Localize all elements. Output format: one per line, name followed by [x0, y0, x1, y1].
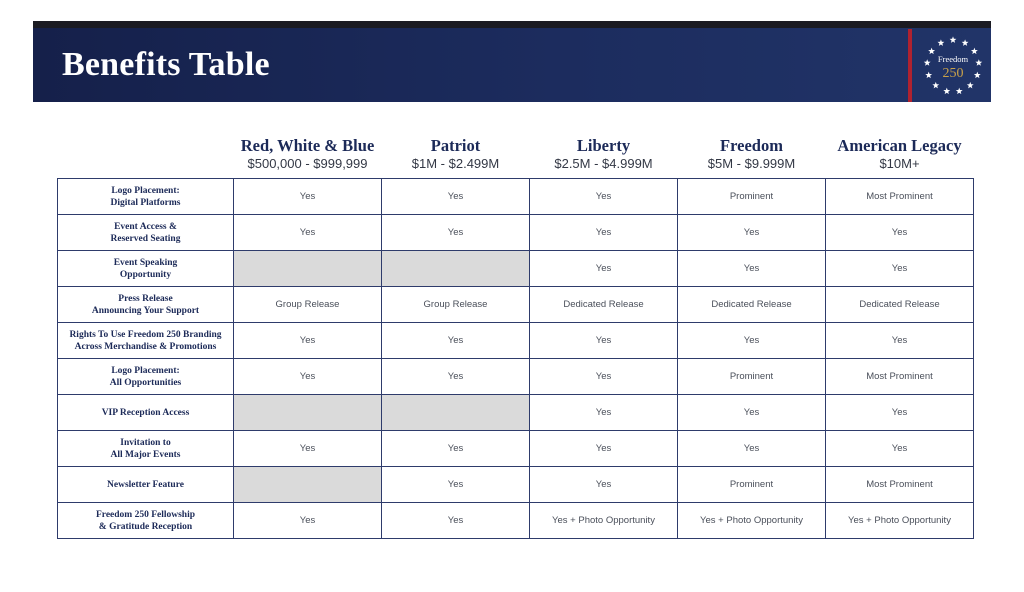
row-label [58, 215, 234, 251]
table-cell: Yes [234, 179, 382, 215]
table-cell: Yes [382, 467, 530, 503]
table-cell: Prominent [678, 359, 826, 395]
table-cell-empty [382, 395, 530, 431]
row-label [58, 395, 234, 431]
table-row [58, 467, 974, 503]
logo-number: 250 [942, 66, 964, 81]
row-label-line: Press Release [118, 293, 173, 304]
row-label-line: Freedom 250 Fellowship [95, 509, 196, 520]
table-row [58, 215, 974, 251]
freedom-250-logo-icon [919, 32, 987, 100]
table-cell: Yes [826, 431, 974, 467]
star-icon [937, 39, 944, 46]
row-label-line: & Gratitude Reception [98, 521, 193, 532]
star-icon [962, 39, 969, 46]
table-cell: Yes [234, 503, 382, 539]
table-cell: Dedicated Release [530, 287, 678, 323]
table-cell: Yes [530, 323, 678, 359]
row-label-line: Event Speaking [113, 257, 178, 268]
table-cell-empty [234, 251, 382, 287]
row-label-line: Logo Placement: [111, 185, 180, 196]
table-row [58, 287, 974, 323]
table-cell: Group Release [382, 287, 530, 323]
row-label-line: Newsletter Feature [107, 479, 184, 490]
table-cell: Yes [234, 359, 382, 395]
table-row [58, 395, 974, 431]
table-cell: Yes [530, 251, 678, 287]
table-cell: Yes [678, 323, 826, 359]
table-cell: Yes [234, 215, 382, 251]
star-icon [974, 72, 981, 79]
table-cell: Prominent [678, 467, 826, 503]
table-cell: Most Prominent [826, 467, 974, 503]
star-icon [956, 88, 963, 95]
tier-header-patriot [382, 136, 529, 173]
table-cell: Yes + Photo Opportunity [678, 503, 826, 539]
tier-header-freedom [678, 136, 825, 173]
table-cell: Yes [382, 503, 530, 539]
row-label [58, 467, 234, 503]
tier-header-red-white-blue [234, 136, 381, 173]
tier-name: Patriot [430, 136, 481, 155]
row-label-line: Rights To Use Freedom 250 Branding [69, 329, 222, 340]
header-accent-bar [908, 29, 912, 102]
tier-range: $10M+ [879, 156, 920, 171]
table-cell: Yes [382, 179, 530, 215]
benefits-table [57, 178, 974, 539]
row-label-line: Announcing Your Support [91, 305, 200, 316]
table-row [58, 359, 974, 395]
table-cell: Yes [826, 323, 974, 359]
table-cell: Yes [530, 467, 678, 503]
top-rule [33, 21, 991, 28]
table-cell: Yes [678, 251, 826, 287]
row-label-line: Digital Platforms [110, 197, 181, 208]
table-cell: Most Prominent [826, 359, 974, 395]
tier-name: American Legacy [837, 136, 962, 155]
table-row [58, 431, 974, 467]
table-cell: Yes + Photo Opportunity [826, 503, 974, 539]
table-cell: Yes [382, 431, 530, 467]
table-cell: Yes [678, 395, 826, 431]
star-icon [975, 59, 982, 66]
row-label [58, 179, 234, 215]
tier-range: $5M - $9.999M [707, 156, 796, 171]
table-row [58, 251, 974, 287]
row-label [58, 323, 234, 359]
row-label-line: Logo Placement: [111, 365, 180, 376]
table-cell: Yes [678, 215, 826, 251]
table-cell: Dedicated Release [826, 287, 974, 323]
table-cell: Yes [678, 431, 826, 467]
tier-header-liberty [530, 136, 677, 173]
table-cell: Prominent [678, 179, 826, 215]
table-cell-empty [234, 467, 382, 503]
row-label-line: All Major Events [110, 449, 181, 460]
row-label [58, 431, 234, 467]
row-label [58, 251, 234, 287]
tier-range: $500,000 - $999,999 [247, 156, 368, 171]
table-cell: Yes [826, 215, 974, 251]
table-cell: Yes [530, 179, 678, 215]
header-banner [33, 28, 991, 102]
star-icon [971, 48, 978, 55]
row-label-line: VIP Reception Access [101, 407, 190, 418]
tier-name: Liberty [576, 136, 631, 155]
row-label-line: Opportunity [119, 269, 172, 280]
table-cell: Yes [530, 215, 678, 251]
table-cell-empty [234, 395, 382, 431]
logo-text: Freedom [937, 54, 969, 64]
tier-range: $2.5M - $4.999M [554, 156, 653, 171]
table-cell: Yes [382, 359, 530, 395]
row-label-line: Across Merchandise & Promotions [74, 341, 217, 352]
tier-range: $1M - $2.499M [411, 156, 500, 171]
table-cell: Yes [234, 431, 382, 467]
star-icon [950, 36, 957, 43]
tier-name: Red, White & Blue [240, 136, 375, 155]
row-label-line: All Opportunities [109, 377, 182, 388]
table-cell: Yes + Photo Opportunity [530, 503, 678, 539]
table-cell: Yes [530, 395, 678, 431]
star-icon [924, 59, 931, 66]
table-cell: Yes [530, 359, 678, 395]
table-cell: Yes [382, 323, 530, 359]
row-label-line: Event Access & [114, 221, 177, 232]
table-cell: Yes [826, 251, 974, 287]
row-label [58, 503, 234, 539]
star-icon [928, 48, 935, 55]
table-row [58, 179, 974, 215]
row-label-line: Reserved Seating [110, 233, 181, 244]
table-cell: Group Release [234, 287, 382, 323]
table-cell: Most Prominent [826, 179, 974, 215]
star-icon [943, 88, 950, 95]
tier-name: Freedom [720, 136, 783, 155]
star-icon [967, 82, 974, 89]
table-cell: Yes [530, 431, 678, 467]
table-row [58, 503, 974, 539]
row-label [58, 359, 234, 395]
star-icon [925, 72, 932, 79]
row-label-line: Invitation to [120, 437, 171, 448]
tier-header-american-legacy [826, 136, 973, 173]
page-title: Benefits Table [62, 46, 270, 83]
row-label [58, 287, 234, 323]
table-cell-empty [382, 251, 530, 287]
table-cell: Yes [826, 395, 974, 431]
table-cell: Yes [234, 323, 382, 359]
table-cell: Dedicated Release [678, 287, 826, 323]
table-row [58, 323, 974, 359]
table-cell: Yes [382, 215, 530, 251]
star-icon [932, 82, 939, 89]
